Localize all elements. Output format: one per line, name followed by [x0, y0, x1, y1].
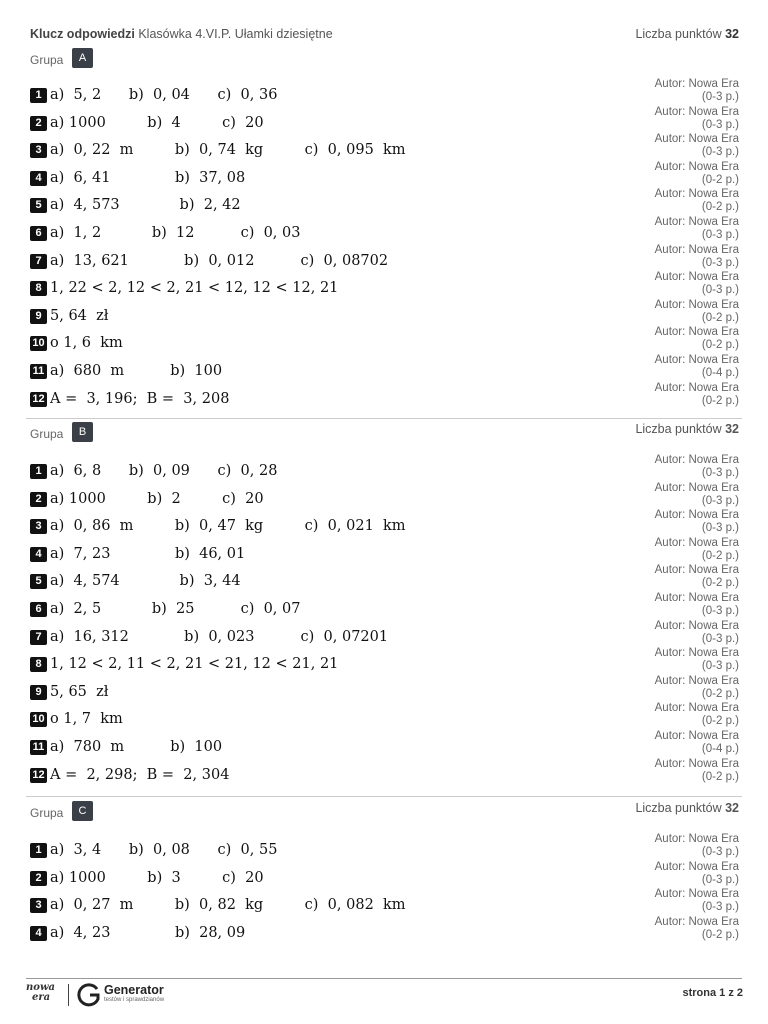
- answer-row: [30, 243, 739, 277]
- answer-text: a) 2, 5 b) 25 c) 0, 07: [50, 601, 301, 617]
- task-number-badge: 3: [30, 519, 47, 534]
- answer-text: A = 2, 298; B = 2, 304: [50, 766, 230, 783]
- author-name: Autor: Nowa Era: [654, 592, 739, 604]
- answer-row: [30, 133, 739, 166]
- answer-text: a) 0, 86 m b) 0, 47 kg c) 0, 021 km: [50, 518, 406, 535]
- answer-row: [30, 271, 739, 304]
- author-name: Autor: Nowa Era: [654, 78, 739, 90]
- test-title: Klasówka 4.VI.P. Ułamki dziesiętne: [138, 27, 333, 41]
- author-info: [655, 271, 739, 297]
- answer-text: o 1, 7 km: [50, 711, 123, 728]
- author-info: [655, 888, 739, 914]
- author-info: [655, 161, 739, 187]
- generator-g-icon: [77, 983, 101, 1007]
- task-number-badge: 9: [30, 685, 47, 700]
- answer-key-label: Klucz odpowiedzi: [30, 27, 135, 41]
- group-header: [30, 422, 739, 452]
- answer-text: a) 680 m b) 100: [50, 363, 223, 379]
- author-name: Autor: Nowa Era: [654, 833, 739, 845]
- task-points: (0-3 p.): [701, 146, 739, 159]
- answer-row: [30, 216, 739, 249]
- author-info: [655, 833, 739, 859]
- task-points: (0-4 p.): [701, 743, 739, 755]
- author-info: [655, 592, 739, 618]
- task-number-badge: 9: [30, 309, 47, 324]
- author-info: [655, 188, 739, 214]
- author-name: Autor: Nowa Era: [654, 188, 739, 201]
- author-info: [655, 299, 739, 325]
- total-points: [635, 27, 739, 41]
- task-number-badge: 10: [30, 712, 47, 727]
- task-points: (0-3 p.): [701, 873, 739, 886]
- answer-text: a) 6, 8 b) 0, 09 c) 0, 28: [50, 463, 278, 479]
- answer-row: [30, 702, 739, 735]
- author-info: [655, 354, 739, 380]
- task-points: (0-2 p.): [701, 311, 739, 324]
- answer-row: [30, 481, 739, 515]
- task-points: (0-3 p.): [701, 256, 739, 269]
- group-c: [30, 801, 739, 941]
- author-name: Autor: Nowa Era: [654, 216, 739, 228]
- group-a: [30, 48, 739, 407]
- answer-text: a) 780 m b) 100: [50, 739, 223, 755]
- answer-text: a) 1000 b) 4 c) 20: [50, 114, 264, 131]
- answer-text: a) 0, 27 m b) 0, 82 kg c) 0, 082 km: [50, 897, 406, 914]
- answer-row: [30, 757, 739, 791]
- task-number-badge: 7: [30, 254, 47, 269]
- answer-text: 1, 12 < 2, 11 < 2, 21 < 21, 12 < 21, 21: [50, 656, 339, 673]
- group-badge: A: [72, 48, 93, 68]
- task-points: (0-2 p.): [701, 928, 739, 941]
- author-info: [655, 78, 739, 104]
- answer-row: [30, 592, 739, 625]
- task-points: (0-3 p.): [701, 660, 739, 673]
- answer-text: o 1, 6 km: [50, 335, 123, 352]
- group-b: [30, 422, 739, 783]
- task-number-badge: 6: [30, 226, 47, 241]
- author-info: [655, 216, 739, 242]
- document-header: [30, 27, 739, 43]
- task-number-badge: 5: [30, 574, 47, 589]
- author-info: [655, 564, 739, 590]
- group-header: [30, 48, 739, 78]
- author-name: Autor: Nowa Era: [654, 481, 739, 494]
- answer-row: [30, 730, 739, 763]
- task-number-badge: 8: [30, 657, 47, 672]
- task-points: (0-2 p.): [701, 201, 739, 214]
- group-badge: B: [72, 422, 93, 442]
- author-info: [655, 382, 739, 408]
- author-name: Autor: Nowa Era: [654, 860, 739, 873]
- answer-row: [30, 78, 739, 111]
- task-points: (0-3 p.): [701, 846, 739, 858]
- answer-row: [30, 454, 739, 487]
- author-info: [655, 133, 739, 159]
- task-number-badge: 2: [30, 116, 47, 131]
- points-label: Liczba punktów: [635, 27, 722, 41]
- author-name: Autor: Nowa Era: [654, 702, 739, 715]
- answer-row: [30, 298, 739, 332]
- author-info: [655, 647, 739, 673]
- author-name: Autor: Nowa Era: [654, 888, 739, 901]
- task-number-badge: 1: [30, 464, 47, 479]
- answer-text: 5, 64 zł: [50, 307, 109, 324]
- author-info: [655, 454, 739, 480]
- group-separator: [26, 418, 742, 419]
- author-info: [655, 244, 739, 270]
- author-info: [655, 509, 739, 535]
- task-points: (0-2 p.): [701, 687, 739, 700]
- author-name: Autor: Nowa Era: [654, 564, 739, 577]
- answer-row: [30, 647, 739, 680]
- task-points: (0-2 p.): [701, 173, 739, 186]
- task-number-badge: 3: [30, 143, 47, 158]
- task-number-badge: 10: [30, 336, 47, 351]
- author-name: Autor: Nowa Era: [654, 354, 739, 366]
- answer-row: [30, 381, 739, 415]
- author-info: [655, 482, 739, 508]
- author-name: Autor: Nowa Era: [654, 243, 739, 256]
- answer-text: a) 1000 b) 3 c) 20: [50, 869, 264, 886]
- author-name: Autor: Nowa Era: [654, 454, 739, 466]
- author-info: [655, 675, 739, 701]
- answer-row: [30, 564, 739, 597]
- task-points: (0-2 p.): [701, 577, 739, 590]
- nowa-era-logo: [26, 983, 62, 1007]
- author-info: [655, 758, 739, 784]
- task-points: (0-2 p.): [701, 394, 739, 407]
- author-name: Autor: Nowa Era: [654, 105, 739, 118]
- author-name: Autor: Nowa Era: [654, 536, 739, 549]
- logo-nowa-text: nowa: [26, 982, 56, 993]
- task-number-badge: 12: [30, 392, 47, 407]
- task-points: (0-3 p.): [701, 494, 739, 507]
- author-info: [655, 730, 739, 756]
- author-name: Autor: Nowa Era: [654, 381, 739, 394]
- task-number-badge: 7: [30, 630, 47, 645]
- answer-text: 5, 65 zł: [50, 683, 109, 700]
- footer-divider: [26, 978, 742, 979]
- answer-row: [30, 888, 739, 921]
- task-number-badge: 3: [30, 898, 47, 913]
- task-number-badge: 6: [30, 602, 47, 617]
- author-info: [655, 537, 739, 563]
- author-name: Autor: Nowa Era: [654, 674, 739, 687]
- answer-row: [30, 160, 739, 194]
- answer-text: a) 4, 23 b) 28, 09: [50, 924, 246, 941]
- group-label: Grupa: [30, 53, 64, 67]
- task-points: (0-2 p.): [701, 549, 739, 562]
- task-points: (0-3 p.): [701, 522, 739, 535]
- generator-subtitle: testów i sprawdzianów: [104, 997, 165, 1003]
- task-points: (0-3 p.): [701, 229, 739, 241]
- task-points: (0-2 p.): [701, 339, 739, 352]
- answer-text: A = 3, 196; B = 3, 208: [50, 390, 230, 407]
- author-info: [655, 106, 739, 132]
- points-label: Liczba punktów: [635, 422, 722, 436]
- answer-row: [30, 833, 739, 866]
- answer-row: [30, 536, 739, 570]
- answer-text: a) 3, 4 b) 0, 08 c) 0, 55: [50, 842, 278, 858]
- group-points: [635, 801, 739, 815]
- answer-row: [30, 860, 739, 894]
- task-points: (0-3 p.): [701, 91, 739, 103]
- answer-row: [30, 674, 739, 708]
- task-points: (0-3 p.): [701, 467, 739, 479]
- logo-divider: [68, 984, 69, 1006]
- group-separator: [26, 796, 742, 797]
- task-number-badge: 4: [30, 547, 47, 562]
- author-name: Autor: Nowa Era: [654, 160, 739, 173]
- answer-text: a) 7, 23 b) 46, 01: [50, 545, 246, 562]
- answer-row: [30, 509, 739, 542]
- points-value: 32: [725, 27, 739, 41]
- task-points: (0-2 p.): [701, 770, 739, 783]
- task-number-badge: 4: [30, 926, 47, 941]
- answer-text: a) 13, 621 b) 0, 012 c) 0, 08702: [50, 252, 389, 269]
- answer-text: a) 4, 574 b) 3, 44: [50, 573, 241, 590]
- answer-text: a) 4, 573 b) 2, 42: [50, 197, 241, 214]
- author-name: Autor: Nowa Era: [654, 298, 739, 311]
- answer-text: a) 6, 41 b) 37, 08: [50, 169, 246, 186]
- page-number: strona 1 z 2: [682, 987, 743, 999]
- task-number-badge: 5: [30, 198, 47, 213]
- answer-text: a) 5, 2 b) 0, 04 c) 0, 36: [50, 87, 278, 103]
- group-points: [635, 422, 739, 436]
- answer-text: a) 1, 2 b) 12 c) 0, 03: [50, 225, 301, 241]
- points-label: Liczba punktów: [635, 801, 722, 815]
- logo-era-text: era: [32, 992, 51, 1003]
- group-header: [30, 801, 739, 831]
- answer-row: [30, 105, 739, 139]
- author-info: [655, 620, 739, 646]
- task-number-badge: 1: [30, 843, 47, 858]
- answer-row: [30, 354, 739, 387]
- answer-row: [30, 326, 739, 359]
- generator-title: Generator: [104, 983, 164, 997]
- task-points: (0-3 p.): [701, 284, 739, 297]
- author-name: Autor: Nowa Era: [654, 271, 739, 284]
- answer-text: a) 16, 312 b) 0, 023 c) 0, 07201: [50, 628, 389, 645]
- task-number-badge: 12: [30, 768, 47, 783]
- author-info: [655, 861, 739, 887]
- task-number-badge: 4: [30, 171, 47, 186]
- author-name: Autor: Nowa Era: [654, 757, 739, 770]
- points-value: 32: [725, 422, 739, 436]
- task-points: (0-4 p.): [701, 367, 739, 379]
- author-info: [655, 326, 739, 352]
- task-number-badge: 1: [30, 88, 47, 103]
- task-number-badge: 8: [30, 281, 47, 296]
- answer-row: [30, 915, 739, 949]
- task-number-badge: 2: [30, 492, 47, 507]
- answer-text: a) 1000 b) 2 c) 20: [50, 490, 264, 507]
- task-points: (0-3 p.): [701, 901, 739, 914]
- author-name: Autor: Nowa Era: [654, 326, 739, 339]
- group-label: Grupa: [30, 427, 64, 441]
- group-label: Grupa: [30, 806, 64, 820]
- task-number-badge: 11: [30, 364, 47, 379]
- author-info: [655, 916, 739, 942]
- task-points: (0-3 p.): [701, 632, 739, 645]
- author-name: Autor: Nowa Era: [654, 915, 739, 928]
- answer-row: [30, 619, 739, 653]
- group-badge: C: [72, 801, 93, 821]
- answer-text: a) 0, 22 m b) 0, 74 kg c) 0, 095 km: [50, 142, 406, 159]
- task-points: (0-3 p.): [701, 605, 739, 617]
- author-name: Autor: Nowa Era: [654, 647, 739, 660]
- author-name: Autor: Nowa Era: [654, 619, 739, 632]
- answer-text: 1, 22 < 2, 12 < 2, 21 < 12, 12 < 12, 21: [50, 280, 339, 297]
- task-points: (0-2 p.): [701, 715, 739, 728]
- author-name: Autor: Nowa Era: [654, 730, 739, 742]
- author-name: Autor: Nowa Era: [654, 133, 739, 146]
- author-name: Autor: Nowa Era: [654, 509, 739, 522]
- author-info: [655, 702, 739, 728]
- task-number-badge: 2: [30, 871, 47, 886]
- answer-row: [30, 188, 739, 221]
- task-points: (0-3 p.): [701, 118, 739, 131]
- task-number-badge: 11: [30, 740, 47, 755]
- points-value: 32: [725, 801, 739, 815]
